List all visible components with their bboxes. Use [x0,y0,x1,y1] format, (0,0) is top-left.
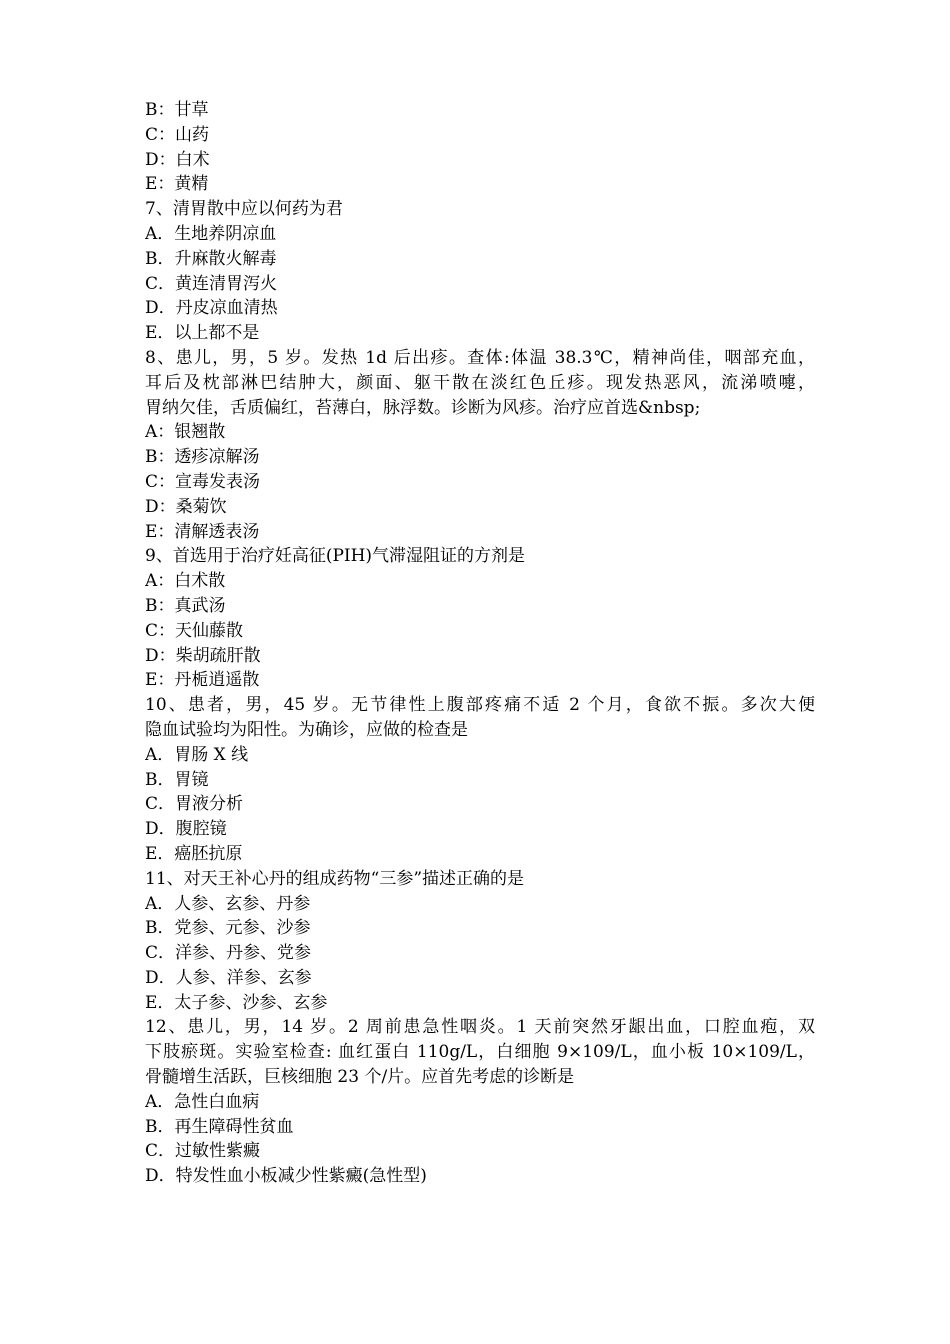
answer-option-line: B．再生障碍性贫血 [145,1116,294,1137]
answer-option-line: B．升麻散火解毒 [145,248,277,269]
answer-option-line: D：白术 [145,149,210,170]
answer-option-line: C．洋参、丹参、党参 [145,943,312,964]
answer-option-line: A．人参、玄参、丹参 [145,893,311,914]
answer-option-line: B：甘草 [145,100,209,120]
document-page [145,98,815,1189]
question-text-line: 8、患儿，男，5 岁。发热 1d 后出疹。查体:体温 38.3℃，精神尚佳，咽部充血， [145,347,815,368]
answer-option-line: E：黄精 [145,174,209,195]
question-text-line: 骨髓增生活跃，巨核细胞 23 个/片。应首先考虑的诊断是 [145,1067,575,1088]
answer-option-line: D：桑菊饮 [145,496,227,517]
answer-option-line: A．急性白血病 [145,1091,260,1112]
question-text-line: 隐血试验均为阳性。为确诊，应做的检查是 [145,719,468,740]
answer-option-line: B：真武汤 [145,595,226,616]
answer-option-line: B．胃镜 [145,769,209,790]
answer-option-line: A．生地养阴凉血 [145,223,277,244]
answer-option-line: D：柴胡疏肝散 [145,645,261,666]
answer-option-line: C：天仙藤散 [145,620,244,641]
answer-option-line: D．腹腔镜 [145,819,227,840]
question-text-line: 10、患者，男，45 岁。无节律性上腹部疼痛不适 2 个月，食欲不振。多次大便 [145,695,815,716]
question-text-line: 下肢瘀斑。实验室检查: 血红蛋白 110g/L，白细胞 9×109/L，血小板 10×109/L， [145,1042,815,1063]
answer-option-line: C：宣毒发表汤 [145,471,261,492]
answer-option-line: D．人参、洋参、玄参 [145,967,312,988]
answer-option-line: A：银翘散 [145,422,226,443]
answer-option-line: B：透疹凉解汤 [145,447,260,468]
answer-option-line: C：山药 [145,124,210,145]
answer-option-line: E．癌胚抗原 [145,843,243,864]
question-text-line: 9、首选用于治疗妊高征(PIH)气滞湿阻证的方剂是 [145,546,526,567]
answer-option-line: E：清解透表汤 [145,521,260,542]
answer-option-line: C．胃液分析 [145,794,244,815]
answer-option-line: C．过敏性紫癜 [145,1141,261,1162]
answer-option-line: D．特发性血小板减少性紫癜(急性型) [145,1166,427,1187]
answer-option-line: E：丹栀逍遥散 [145,670,260,691]
answer-option-line: A：白术散 [145,571,226,592]
question-text-line: 胃纳欠佳，舌质偏红，苔薄白，脉浮数。诊断为风疹。治疗应首选&nbsp; [145,397,701,418]
answer-option-line: A．胃肠 X 线 [145,744,249,765]
answer-option-line: E．太子参、沙参、玄参 [145,992,328,1013]
question-text-line: 7、清胃散中应以何药为君 [145,199,343,220]
answer-option-line: D．丹皮凉血清热 [145,298,278,319]
question-text-line: 12、患儿，男，14 岁。2 周前患急性咽炎。1 天前突然牙龈出血，口腔血疱，双 [145,1017,815,1038]
answer-option-line: C．黄连清胃泻火 [145,273,278,294]
answer-option-line: E．以上都不是 [145,323,260,344]
question-text-line: 耳后及枕部淋巴结肿大，颜面、躯干散在淡红色丘疹。现发热恶风，流涕喷嚏， [145,372,815,393]
question-text-line: 11、对天王补心丹的组成药物“三参”描述正确的是 [145,868,525,889]
answer-option-line: B．党参、元参、沙参 [145,918,311,939]
